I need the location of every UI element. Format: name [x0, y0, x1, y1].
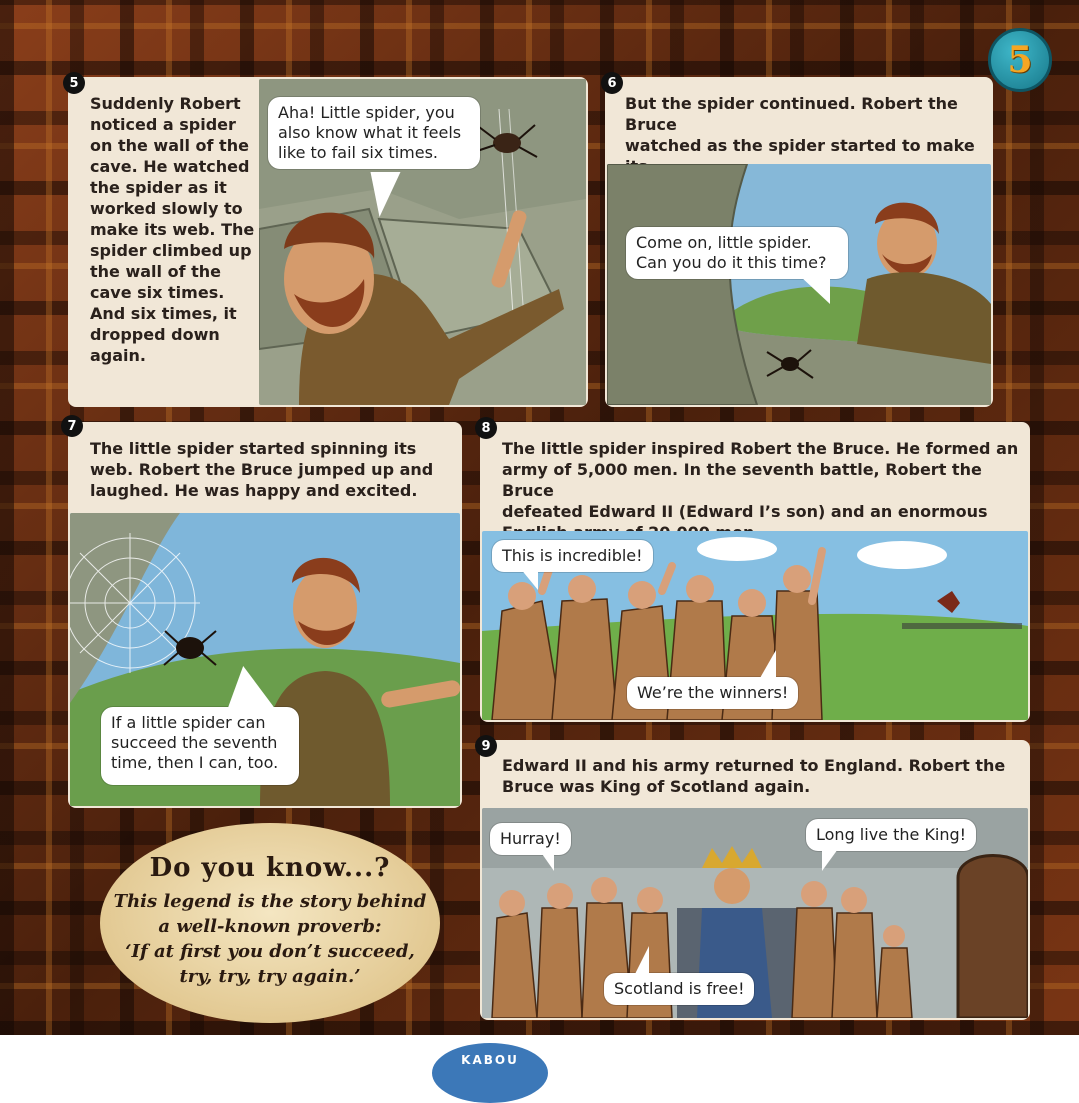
footer-kabou-badge: [432, 1043, 548, 1103]
panel-8-caption: The little spider inspired Robert the Bruce. He formed an army of 5,000 men. In the seventh battle, Robert the Bruce defeated Edward II (Edward I’s son) and an enormous: [502, 439, 1019, 521]
panel-8-bubble-2-tail: [760, 650, 776, 678]
panel-9-speech-bubble-2: Long live the King!: [806, 819, 976, 851]
panel-8-speech-bubble-2: We’re the winners!: [627, 677, 798, 709]
panel-8-speech-bubble-1: This is incredible!: [492, 540, 653, 572]
page-number-badge: [988, 28, 1052, 92]
panel-number-9: 9: [475, 735, 497, 757]
panel-number-5: 5: [63, 72, 85, 94]
panel-5-caption: Suddenly Robert noticed a spider on the wall of the cave. He watched the spider as it worked slowly to make its web. The spider climbed up the wall of the cave six times. And six times, it dropped down again.: [90, 94, 255, 365]
panel-9-speech-bubble-1: Hurray!: [490, 823, 571, 855]
page-number: 5: [1007, 39, 1033, 81]
panel-number-7: 7: [61, 415, 83, 437]
panel-6-illustration: [607, 164, 991, 405]
panel-7-caption: The little spider started spinning its web. Robert the Bruce jumped up and laughed. He was happy and excited.: [90, 439, 434, 500]
panel-9-bubble-3-tail: [635, 946, 649, 974]
panel-9-bubble-2-tail: [822, 849, 838, 871]
panel-6-speech-bubble: Come on, little spider. Can you do it this time?: [626, 227, 848, 279]
cave-mouth-robert-crouching: [607, 164, 991, 405]
do-you-know-title: Do you know...?: [149, 853, 391, 883]
panel-9-bubble-1-tail: [540, 851, 554, 871]
do-you-know-box: [100, 823, 440, 1023]
panel-number-8: 8: [475, 417, 497, 439]
panel-9-speech-bubble-3: Scotland is free!: [604, 973, 754, 1005]
panel-7-speech-bubble: If a little spider can succeed the seventh time, then I can, too.: [101, 707, 299, 785]
do-you-know-text: This legend is the story behind a well-known proverb: ‘If at first you don’t succeed, try, try, try again.’: [113, 891, 427, 987]
footer-badge-text: KABOU: [461, 1053, 519, 1067]
panel-9-caption: Edward II and his army returned to England. Robert the Bruce was King of Scotland again.: [502, 756, 1006, 796]
panel-8-bubble-1-tail: [520, 568, 538, 590]
panel-5-speech-bubble: Aha! Little spider, you also know what it feels like to fail six times.: [268, 97, 480, 169]
panel-number-6: 6: [601, 72, 623, 94]
panel-6-caption: But the spider continued. Robert the Bruce watched as the spider started to make: [625, 94, 975, 155]
panel-6-bubble-tail: [800, 276, 830, 304]
